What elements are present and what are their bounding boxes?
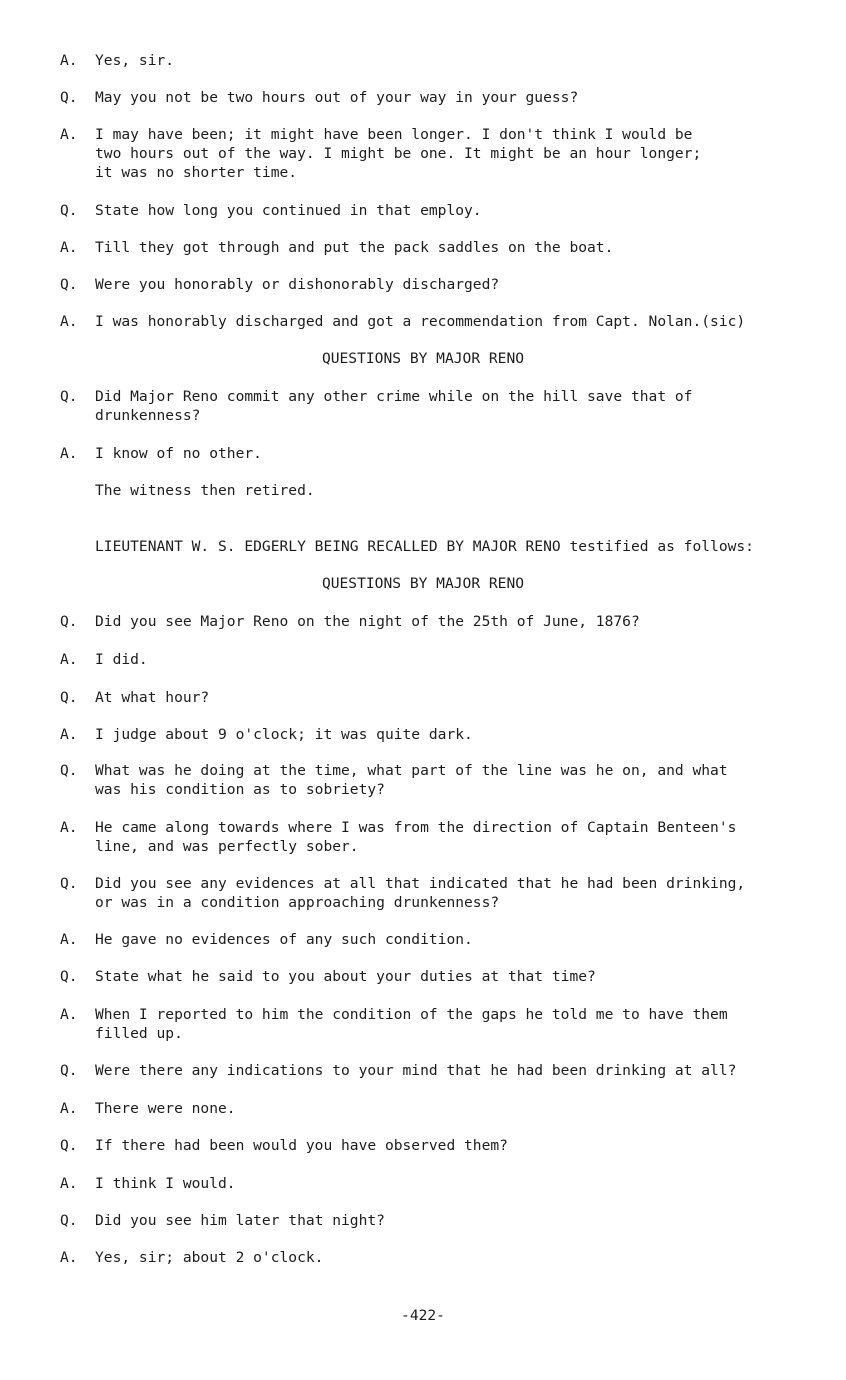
question-text: Were you honorably or dishonorably discharged? (95, 276, 500, 293)
answer-text: I think I would. (95, 1175, 236, 1192)
answer-marker: A. (60, 313, 78, 330)
answer-marker: A. (60, 126, 78, 143)
recall-statement: LIEUTENANT W. S. EDGERLY BEING RECALLED BY MAJOR RENO testified as follows: (95, 538, 754, 555)
answer-text: Till they got through and put the pack saddles on the boat. (95, 239, 614, 256)
answer-marker: A. (60, 52, 78, 69)
question-marker: Q. (60, 1062, 78, 1079)
answer-marker: A. (60, 726, 78, 743)
question-marker: Q. (60, 89, 78, 106)
answer-text: I was honorably discharged and got a recommendation from Capt. Nolan.(sic) (95, 313, 746, 330)
question-marker: Q. (60, 762, 78, 779)
answer-marker: A. (60, 1100, 78, 1117)
answer-marker: A. (60, 1249, 78, 1266)
answer-text: Yes, sir. (95, 52, 175, 69)
answer-marker: A. (60, 1006, 78, 1023)
answer-text: When I reported to him the condition of the gaps he told me to have them filled up. (95, 1006, 728, 1042)
question-marker: Q. (60, 1212, 78, 1229)
question-text: At what hour? (95, 689, 210, 706)
question-text: Did you see him later that night? (95, 1212, 385, 1229)
witness-retired-note: The witness then retired. (95, 482, 315, 499)
answer-marker: A. (60, 819, 78, 836)
question-text: Were there any indications to your mind that he had been drinking at all? (95, 1062, 737, 1079)
answer-text: I may have been; it might have been longer. I don't think I would be two hours out of the way. I might be one. It might be an hour longer; it was no shorter time. (95, 126, 702, 181)
question-marker: Q. (60, 388, 78, 405)
page-number: -422- (401, 1307, 445, 1324)
question-text: State what he said to you about your duties at that time? (95, 968, 596, 985)
question-text: Did you see any evidences at all that indicated that he had been drinking, or was in a condition approaching drunkenness? (95, 875, 746, 911)
question-text: State how long you continued in that employ. (95, 202, 482, 219)
question-marker: Q. (60, 968, 78, 985)
answer-marker: A. (60, 651, 78, 668)
answer-text: There were none. (95, 1100, 236, 1117)
question-marker: Q. (60, 689, 78, 706)
answer-marker: A. (60, 931, 78, 948)
question-text: If there had been would you have observed them? (95, 1137, 508, 1154)
question-marker: Q. (60, 202, 78, 219)
question-text: Did Major Reno commit any other crime while on the hill save that of drunkenness? (95, 388, 693, 424)
question-marker: Q. (60, 1137, 78, 1154)
answer-text: Yes, sir; about 2 o'clock. (95, 1249, 324, 1266)
answer-text: I know of no other. (95, 445, 262, 462)
section-heading: QUESTIONS BY MAJOR RENO (321, 350, 525, 367)
answer-marker: A. (60, 239, 78, 256)
question-text: Did you see Major Reno on the night of the 25th of June, 1876? (95, 613, 640, 630)
answer-marker: A. (60, 445, 78, 462)
section-heading: QUESTIONS BY MAJOR RENO (321, 575, 525, 592)
question-marker: Q. (60, 875, 78, 892)
question-marker: Q. (60, 613, 78, 630)
answer-text: He came along towards where I was from the direction of Captain Benteen's line, and was perfectly sober. (95, 819, 737, 855)
question-text: May you not be two hours out of your way in your guess? (95, 89, 579, 106)
question-text: What was he doing at the time, what part of the line was he on, and what was his condition as to sobriety? (95, 762, 728, 798)
answer-text: He gave no evidences of any such condition. (95, 931, 473, 948)
answer-marker: A. (60, 1175, 78, 1192)
question-marker: Q. (60, 276, 78, 293)
answer-text: I judge about 9 o'clock; it was quite dark. (95, 726, 473, 743)
answer-text: I did. (95, 651, 148, 668)
